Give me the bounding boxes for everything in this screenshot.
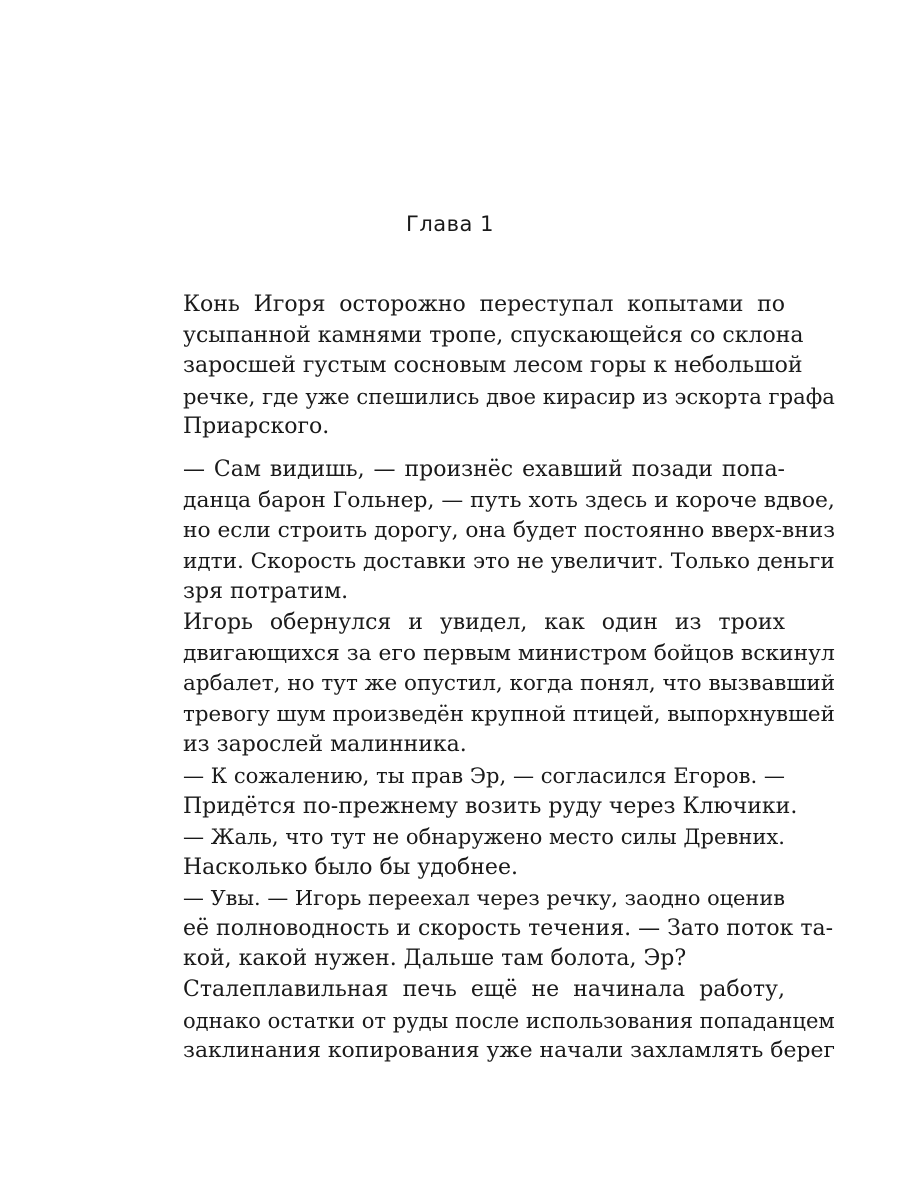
text-line: — Жаль, что тут не обнаружено место силы Древних. xyxy=(183,824,785,850)
text-line: её полноводность и скорость течения. — Зато поток та- xyxy=(183,915,834,941)
text-line: Сталеплавильная печь ещё не начинала работу, xyxy=(183,977,785,1003)
text-line: речке, где уже спешились двое кирасир из эскорта графа xyxy=(183,383,835,409)
paragraph-1 xyxy=(133,290,835,443)
paragraph-4 xyxy=(133,761,798,822)
text-line: данца барон Гольнер, — путь хоть здесь и короче вдвое, xyxy=(183,487,835,513)
text-line: — К сожалению, ты прав Эр, — согласился Егоров. — xyxy=(183,762,785,788)
text-line: заросшей густым сосновым лесом горы к небольшой xyxy=(183,353,803,379)
text-line: Придётся по-прежнему возить руду через Ключики. xyxy=(183,793,798,819)
text-line: но если строить дорогу, она будет постоянно вверх-вниз xyxy=(183,518,836,544)
text-line: двигающихся за его первым министром бойцов вскинул xyxy=(183,640,835,666)
text-line: арбалет, но тут же опустил, когда понял, что вызвавший xyxy=(183,671,836,697)
paragraph-gap xyxy=(133,443,785,455)
chapter-title: Глава 1 xyxy=(406,212,494,236)
text-line: Конь Игоря осторожно переступал копытами по xyxy=(183,292,785,317)
text-line: кой, какой нужен. Дальше там болота, Эр? xyxy=(183,946,687,972)
text-line: зря потратим. xyxy=(183,579,349,605)
text-line: усыпанной камнями тропе, спускающейся со склона xyxy=(183,322,804,348)
paragraph-5 xyxy=(133,822,785,883)
paragraph-3 xyxy=(133,608,836,761)
text-line: однако остатки от руды после использования попаданцем xyxy=(183,1007,835,1033)
paragraph-6 xyxy=(133,883,834,975)
text-line: Приарского. xyxy=(183,414,330,440)
text-line: из зарослей малинника. xyxy=(183,732,467,758)
text-line: Игорь обернулся и увидел, как один из троих xyxy=(183,609,785,635)
body-text xyxy=(133,290,836,1067)
text-line: — Сам видишь, — произнёс ехавший позади попа- xyxy=(183,456,785,482)
paragraph-2 xyxy=(133,455,836,608)
text-line: идти. Скорость доставки это не увеличит. Только деньги xyxy=(183,548,835,574)
text-line: Насколько было бы удобнее. xyxy=(183,854,518,880)
text-line: тревогу шум произведён крупной птицей, выпорхнувшей xyxy=(183,701,835,727)
text-line: — Увы. — Игорь переехал через речку, заодно оценив xyxy=(183,886,785,911)
paragraph-7 xyxy=(133,975,835,1067)
text-line: заклинания копирования уже начали захламлять берег xyxy=(183,1038,835,1064)
